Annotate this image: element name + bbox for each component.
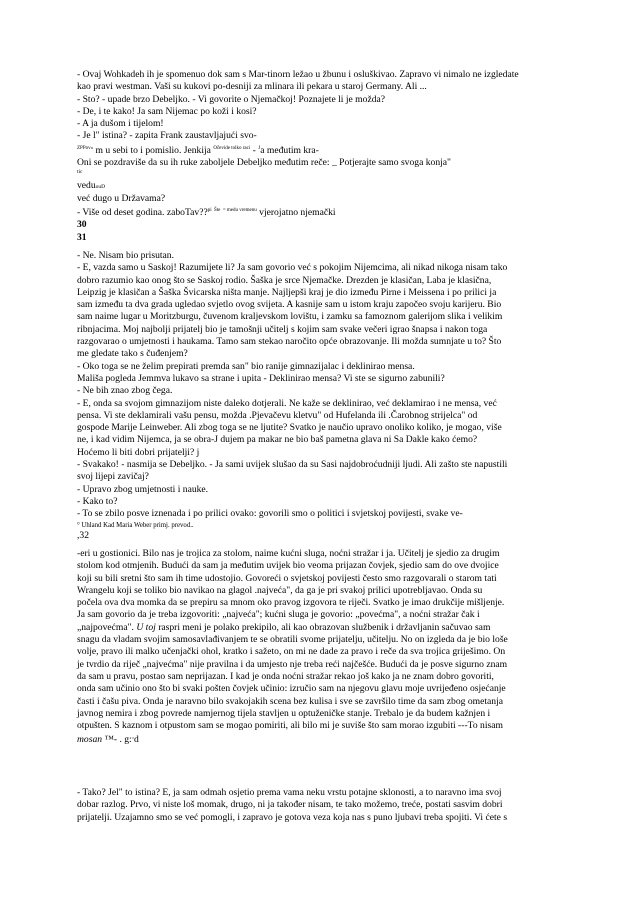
text-line: prijatelji. Uzajamno smo se već pomogli, i zapravo je gotova veza koja nas s puno ljubavi treba spojiti. Vi ćete s — [77, 811, 508, 823]
text-block-bottom — [77, 787, 562, 824]
text-line: pensa. Vi ste deklamirali vašu pensu, možda .Pjevačevu kletvu" od Hufelanda ili .Čarobnog strijelca" od — [77, 409, 478, 421]
text-line: Mališa pogleda Jemmva lukavo sa strane i upita - Deklinirao mensa? Vi ste se sigurno zabunili? — [77, 372, 445, 384]
page-number: 30 — [77, 219, 87, 231]
text-line: dobro razumio kao onog što se Saskoj rodio. Šaška je srce Njemačke. Drezden je klasičan, Laba je klasična, — [77, 274, 492, 286]
text-line-garbled: $^{ZPPov»}$ m u sebi to i pomislio. Jenkija $^{Očevide tolko raci}$ - $^J$a međutim kra- — [77, 144, 319, 156]
text-line: otpušten. S kaznom i otpustom sam se mogao pomiriti, ali bilo mi je suviše što sam morao izgubiti ---To nisam — [77, 720, 503, 732]
text-line: - Ne bih znao zbog čega. — [77, 385, 173, 397]
text-block-lower — [77, 548, 562, 747]
text-line: gospode Marije Leinweber. Ali zbog toga se ne ljutite? Svatko je naučio upravo onoliko koliko, je mogao, više — [77, 422, 502, 434]
text-block-top — [77, 69, 562, 244]
text-line: - Ovaj Wohkadeh ih je spomenuo dok sam s Mar-tinorn ležao u žbunu i osluškivao. Zapravo vi nimalo ne izgledate — [77, 69, 519, 80]
text-line: - Oko toga se ne želim prepirati premda san" bio ranije gimnazijalac i deklinirao mensa. — [77, 360, 415, 372]
page-number: ,32 — [77, 530, 89, 541]
text-line: - Tako? Jel" to istina? E, ja sam odmah osjetio prema vama neku vrstu potajne sklonosti, a to naravno ima svoj — [77, 787, 502, 798]
text-line: - Je l" istina? - zapita Frank zaustavljajući svo- — [77, 130, 257, 142]
text-line: - E, onda sa svojom gimnazijom niste daleko dotjerali. Ne kaže se deklinirao, već deklamirao i ne mensa, već — [77, 397, 497, 409]
text-block-middle — [77, 250, 562, 521]
text-line: volje, pravo ili malko učenjački ohol, kratko i sažeto, on mi ne dade za pravo i reče da sva trojica griješimo. On — [77, 646, 506, 658]
text-line: Wrangelu koji se toliko bio navikao na glagol .najveća", da ga je pri svakoj prilici upotrebljavao. Onda su — [77, 584, 483, 596]
text-line: javnog nemira i zbog povrede namjernog tijela stavljen u optuženičke stanje. Trebalo je da budem kažnjen i — [77, 707, 491, 719]
text-fragment: tic — [77, 169, 83, 176]
text-line: -eri u gostionici. Bilo nas je trojica za stolom, naime kućni sluga, noćni stražar i ja. Učitelj je sjedio za drugim — [77, 548, 500, 559]
text-line: ribnjacima. Moj najbolji prijatelj bio je tamošnji učitelj s kojim sam svake večeri igrao šnapsa i nakon toga — [77, 323, 488, 335]
text-line: me gledate tako s čuđenjem? — [77, 348, 188, 360]
page-number: 31 — [77, 231, 87, 243]
text-line: - Svakako! - nasmija se Debeljko. - Ja sami uvijek slušao da su Sasi najdobroćudniji ljudi. Ali zašto ste napustili — [77, 459, 508, 471]
text-line: časti i čašu piva. Onda je naravno bilo svakojakih scena bez kulisa i sve se završilo time da sam zbog ometanja — [77, 695, 503, 707]
footnote-block — [77, 521, 562, 542]
text-line: počela ova dva momka da se prepiru sa mnom oko pravog izgovora te riječi. Svatko je imao drukčije mišljenje. — [77, 597, 505, 609]
text-line: - Ne. Nisam bio prisutan. — [77, 250, 174, 261]
text-line: - Sto? - upade brzo Debeljko. - Vi govorite o Njemačkoj! Poznajete li je možda? — [77, 93, 386, 105]
text-line: - To se zbilo posve iznenada i po prilici ovako: govorili smo o politici i svjetskoj povijesti, svake ve- — [77, 508, 463, 520]
footnote: ° Uhland Kad Maria Weber primj. prevod.. — [77, 522, 194, 529]
text-line: Oni se pozdraviše da su ih ruke zaboljele Debeljko međutim reče: _ Potjerajte samo svoga konja" — [77, 157, 451, 169]
text-line: onda sam učinio ono što bi svaki pošten čovjek učinio: izručio sam na njegovu glavu moje uvrijeđeno osjećanje — [77, 683, 506, 695]
text-line: da sam u pravu, postao sam neprijazan. I kad je onda noćni stražar rekao još kako ja ne znam dobro govoriti, — [77, 670, 494, 682]
text-line: - A ja dušom i tijelom! — [77, 118, 164, 130]
text-line: već dugo u Državama? — [77, 192, 166, 204]
text-line: razgovarao o umjetnosti i haukama. Tamo sam stekao naročito opće obrazovanje. Ili možda sumnjate u to? Što — [77, 336, 502, 348]
text-line: sam naime lugar u Moritzburgu, čuvenom kraljevskom lovištu, i zamku sa famoznom galerijom slika i velikim — [77, 311, 503, 323]
text-line: svoj lijepi zavičaj? — [77, 471, 149, 483]
text-line: koji su bili sretni što sam ih time udostojio. Govoreći o svjetskoj povijesti često smo razgovarali o starom tati — [77, 572, 497, 584]
text-line: je tvrdio da riječ „najvećma" nije pravilna i da umjesto nje treba reći najčešće. Budući da je posve sigurno znam — [77, 658, 508, 670]
text-line: kao pravi westman. Vaši su kukovi po-desniji za mlinara ili pekara u staroj Germany. Ali ... — [77, 81, 427, 93]
text-line: Hoćemo li biti dobri prijatelji? j — [77, 446, 200, 458]
text-line: Ja sam govorio da je treba izgovoriti: „najveća"; kućni sluga je govorio: „povećma", a noćni stražar čak i — [77, 609, 480, 621]
text-line: veduouD — [77, 180, 106, 192]
text-line: dobar razlog. Prvo, vi niste loš momak, drugo, ni ja također nisam, te tako možemo, treće, postati sasvim dobri — [77, 799, 503, 811]
text-line: - E, vazda samo u Saskoj! Razumijete li? Ja sam govorio već s pokojim Nijemcima, ali nikad nikoga nisam tako — [77, 262, 508, 274]
text-line: sam između ta dva grada ugledao svjetlo ovog svijeta. A kasnije sam u istom kraju započeo svoju karijeru. Bio — [77, 299, 502, 311]
text-line: snagu da vladam svojim samosavlađivanjem te se obratili svome prijatelju, učitelju. No on izgleda da je bio loše — [77, 634, 508, 646]
text-line: Leipzig je klasičan a Šaška Švicarska ništa manje. Najljepši kraj je dio između Pirne i Meissena i po prilici ja — [77, 286, 497, 298]
text-line: - De, i te kako! Ja sam Nijemac po koži i kosi? — [77, 105, 257, 117]
text-line: - Kako to? — [77, 495, 118, 507]
text-line-garbled: - Više od deset godina. zaboTav??$^{pi}$ $^{Šte}$ $^{= medu vremenu}$ vjerojatno njemački — [77, 206, 336, 218]
text-line: - Upravo zbog umjetnosti i nauke. — [77, 483, 209, 495]
text-line: stolom kod otmjenih. Budući da sam ja međutim uvijek bio veoma prijazan čovjek, sjedio sam do ove dvojice — [77, 560, 499, 572]
text-line: „najpovećma". U toj raspri meni je polako prekipilo, ali kao obrazovan službenik i državljanin sačuvao sam — [77, 621, 491, 633]
text-line-garbled: mosan ™- . g:„d — [77, 734, 139, 746]
text-line: ne, i kad vidim Nijemca, ja se obra-J dujem pa makar ne bio baš pametna glava ni Sa Dakle kako ćemo? — [77, 434, 478, 446]
